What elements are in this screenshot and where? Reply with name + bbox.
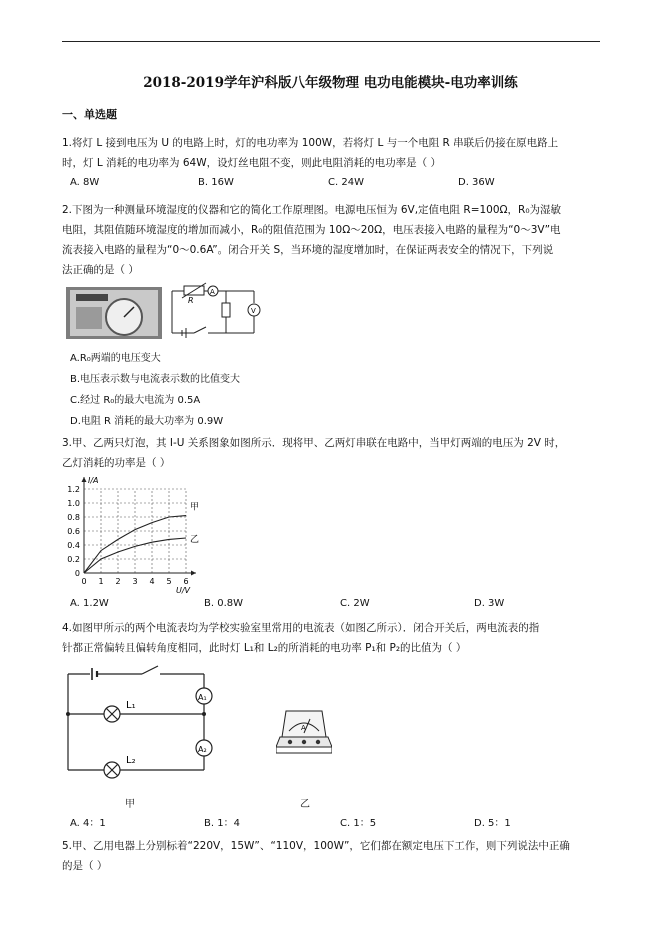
- question-5: [62, 836, 602, 876]
- question-2-line: 电阻，其阻值随环境湿度的增加而减小，R₀的阻值范围为 10Ω～20Ω，电压表接入电路的量程为“0～3V”电: [62, 224, 561, 236]
- q4-circuit-diagram: [62, 662, 222, 782]
- y-tick-label: 0.4: [67, 541, 80, 550]
- chart-x-axis-label: U/V: [176, 586, 191, 594]
- x-tick-label: 1: [98, 577, 104, 586]
- question-4: [62, 618, 602, 658]
- x-axis-arrow: [191, 571, 196, 576]
- x-tick-label: 6: [183, 577, 189, 586]
- question-4-line: 4.如图甲所示的两个电流表均为学校实验室里常用的电流表（如图乙所示）．闭合开关后，两电流表的指: [62, 622, 540, 634]
- question-1-line: 1.将灯 L 接到电压为 U 的电路上时，灯的电功率为 100W，若将灯 L 与一个电阻 R 串联后仍接在原电路上: [62, 137, 559, 149]
- q3-option-a: A. 1.2W: [70, 598, 109, 609]
- y-tick-label: 1.2: [67, 485, 80, 494]
- question-1-line: 时，灯 L 消耗的电功率为 64W，设灯丝电阻不变，则此电阻消耗的电功率是（ ）: [62, 157, 441, 169]
- q4-option-d: D. 5：1: [474, 818, 511, 829]
- meter-a-label: A: [301, 724, 306, 732]
- question-5-line: 的是（ ）: [62, 860, 108, 872]
- q2-resistor-r-label: R: [188, 296, 194, 305]
- ammeter-device-figure: [276, 707, 332, 761]
- question-2-line: 2.下图为一种测量环境湿度的仪器和它的简化工作原理图。电源电压恒为 6V,定值电阻 R=100Ω，R₀为湿敏: [62, 204, 562, 216]
- q2-circuit-diagram: [166, 281, 266, 343]
- q3-option-d: D. 3W: [474, 598, 505, 609]
- ammeter-a1-label: A₁: [198, 693, 207, 702]
- series-label-jia: 甲: [190, 502, 200, 513]
- lamp-l1-label: L₁: [126, 700, 136, 711]
- q3-option-b: B. 0.8W: [204, 598, 244, 609]
- figure-jia-caption: 甲: [125, 799, 135, 810]
- q1-option-c: C. 24W: [328, 177, 364, 188]
- question-2: [62, 200, 602, 280]
- question-2-line: 流表接入电路的量程为“0～0.6A”。闭合开关 S，当环境的湿度增加时，在保证两表安全的情况下，下列说: [62, 244, 554, 256]
- chart-y-axis-label: I/A: [88, 476, 99, 485]
- ammeter-a2-label: A₂: [198, 745, 207, 754]
- page-title: 2018-2019学年沪科版八年级物理 电功电能模块-电功率训练: [143, 75, 518, 91]
- q1-option-d: D. 36W: [458, 177, 495, 188]
- q4-option-b: B. 1：4: [204, 818, 240, 829]
- q2-ammeter-label: A: [210, 288, 215, 296]
- q2-voltmeter-label: V: [251, 307, 256, 315]
- x-tick-label: 3: [132, 577, 138, 586]
- lamp-l2-label: L₂: [126, 755, 136, 766]
- x-tick-label: 5: [166, 577, 172, 586]
- y-tick-label: 0.2: [67, 555, 80, 564]
- x-tick-label: 0: [81, 577, 87, 586]
- series-label-yi: 乙: [190, 535, 200, 545]
- q1-option-b: B. 16W: [198, 177, 234, 188]
- x-tick-label: 4: [149, 577, 155, 586]
- y-tick-label: 0: [74, 569, 80, 578]
- q2-option-a: A.R₀两端的电压变大: [70, 353, 161, 364]
- iu-chart: [60, 472, 200, 594]
- y-axis-arrow: [82, 477, 87, 482]
- q1-option-a: A. 8W: [70, 177, 100, 188]
- question-3: [62, 433, 602, 473]
- hygrometer-photo: [66, 287, 162, 339]
- q2-option-c: C.经过 R₀的最大电流为 0.5A: [70, 395, 201, 406]
- y-tick-label: 0.8: [67, 513, 80, 522]
- y-tick-label: 0.6: [67, 527, 80, 536]
- x-tick-label: 2: [115, 577, 121, 586]
- question-3-line: 乙灯消耗的功率是（ ）: [62, 457, 171, 469]
- question-2-line: 法正确的是（ ）: [62, 264, 139, 276]
- header-rule: [62, 41, 600, 42]
- figure-yi-caption: 乙: [300, 799, 310, 810]
- q3-option-c: C. 2W: [340, 598, 370, 609]
- q2-option-d: D.电阻 R 消耗的最大功率为 0.9W: [70, 416, 224, 427]
- y-tick-label: 1.0: [67, 499, 80, 508]
- question-1: [62, 133, 602, 173]
- question-5-line: 5.甲、乙用电器上分别标着“220V，15W”、“110V，100W”，它们都在额定电压下工作，则下列说法中正确: [62, 840, 570, 852]
- q2-option-b: B.电压表示数与电流表示数的比值变大: [70, 374, 241, 385]
- q4-option-a: A. 4：1: [70, 818, 106, 829]
- q4-option-c: C. 1：5: [340, 818, 377, 829]
- question-4-line: 针都正常偏转且偏转角度相同，此时灯 L₁和 L₂的所消耗的电功率 P₁和 P₂的比值为（ ）: [62, 642, 467, 654]
- question-3-line: 3.甲、乙两只灯泡，其 I-U 关系图象如图所示．现将甲、乙两灯串联在电路中，当甲灯两端的电压为 2V 时，: [62, 437, 566, 449]
- section-heading: 一、单选题: [62, 108, 117, 121]
